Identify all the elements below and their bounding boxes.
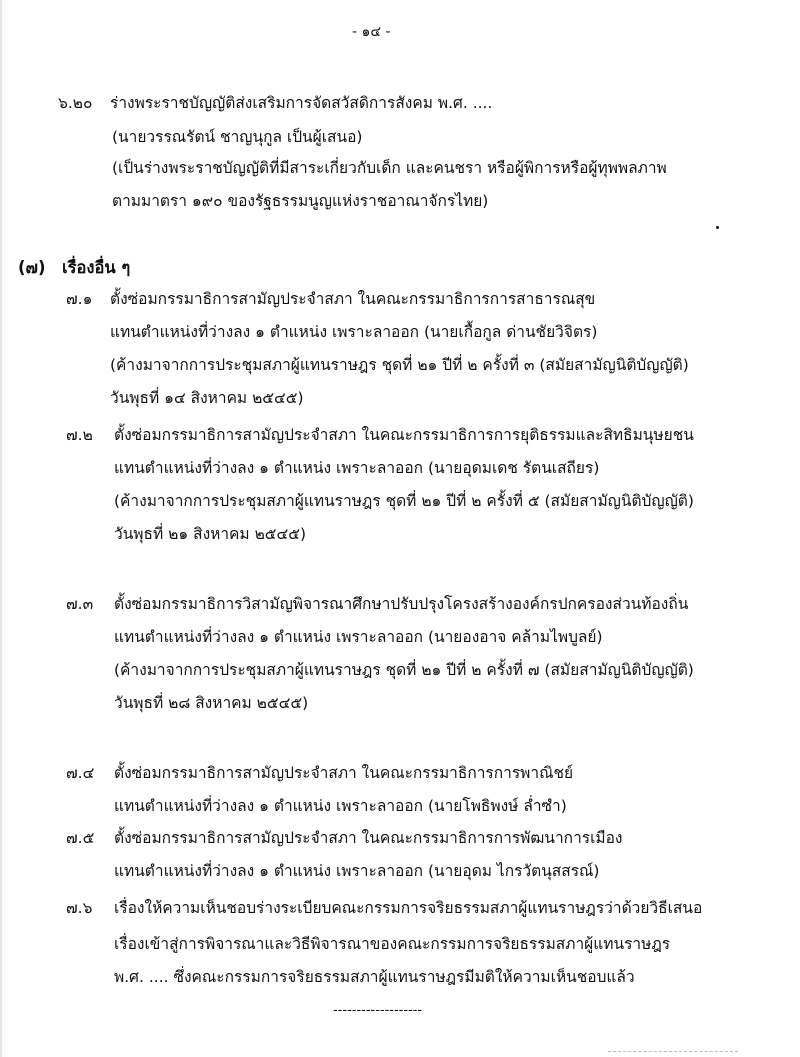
scan-artifact bbox=[608, 1051, 738, 1054]
item-line: แทนตำแหน่งที่ว่างลง ๑ ตำแหน่ง เพราะลาออก (นายโพธิพงษ์ ล่ำซำ) bbox=[114, 797, 567, 815]
item-proposer: (นายวรรณรัตน์ ชาญนุกูล เป็นผู้เสนอ) bbox=[112, 128, 363, 146]
item-line: เรื่องเข้าสู่การพิจารณาและวิธีพิจารณาของคณะกรรมการจริยธรรมสภาผู้แทนราษฎร bbox=[114, 935, 671, 953]
item-line: แทนตำแหน่งที่ว่างลง ๑ ตำแหน่ง เพราะลาออก (นายเกื้อกูล ด่านชัยวิจิตร) bbox=[110, 323, 598, 341]
item-line: วันพุธที่ ๑๔ สิงหาคม ๒๕๔๕) bbox=[110, 389, 304, 407]
item-line: ตั้งซ่อมกรรมาธิการสามัญประจำสภา ในคณะกรรมาธิการการพัฒนาการเมือง bbox=[114, 829, 623, 847]
scan-edge bbox=[0, 0, 2, 1057]
item-line: แทนตำแหน่งที่ว่างลง ๑ ตำแหน่ง เพราะลาออก (นายอุดมเดช รัตนเสถียร) bbox=[114, 459, 600, 477]
item-title: ร่างพระราชบัญญัติส่งเสริมการจัดสวัสดิการสังคม พ.ศ. .... bbox=[110, 94, 493, 112]
item-line: (ค้างมาจากการประชุมสภาผู้แทนราษฎร ชุดที่ ๒๑ ปีที่ ๒ ครั้งที่ ๗ (สมัยสามัญนิติบัญญัติ) bbox=[114, 661, 694, 679]
item-number: ๗.๑ bbox=[66, 290, 93, 308]
end-rule: ------------------- bbox=[333, 1003, 423, 1018]
item-line: ตั้งซ่อมกรรมาธิการสามัญประจำสภา ในคณะกรรมาธิการการยุติธรรมและสิทธิมนุษยชน bbox=[114, 426, 694, 444]
item-number: ๖.๒๐ bbox=[58, 94, 93, 112]
item-number: ๗.๕ bbox=[66, 829, 95, 847]
item-line: แทนตำแหน่งที่ว่างลง ๑ ตำแหน่ง เพราะลาออก (นายอุดม ไกรวัตนุสสรณ์) bbox=[114, 862, 600, 880]
item-number: ๗.๔ bbox=[66, 764, 95, 782]
item-number: ๗.๒ bbox=[66, 426, 93, 444]
item-line: วันพุธที่ ๒๘ สิงหาคม ๒๕๔๕) bbox=[114, 694, 309, 712]
item-number: ๗.๖ bbox=[66, 899, 93, 917]
item-line: วันพุธที่ ๒๑ สิงหาคม ๒๕๔๕) bbox=[114, 525, 307, 543]
section-number: (๗) bbox=[18, 258, 46, 277]
item-line: แทนตำแหน่งที่ว่างลง ๑ ตำแหน่ง เพราะลาออก (นายองอาจ คล้ามไพบูลย์) bbox=[114, 628, 603, 646]
item-line: ตั้งซ่อมกรรมาธิการสามัญประจำสภา ในคณะกรรมาธิการการพาณิชย์ bbox=[114, 764, 574, 782]
page-number: - ๑๔ - bbox=[352, 24, 391, 40]
item-number: ๗.๓ bbox=[66, 595, 94, 613]
item-line: (ค้างมาจากการประชุมสภาผู้แทนราษฎร ชุดที่ ๒๑ ปีที่ ๒ ครั้งที่ ๕ (สมัยสามัญนิติบัญญัติ) bbox=[114, 492, 694, 510]
item-line: พ.ศ. .... ซึ่งคณะกรรมการจริยธรรมสภาผู้แทนราษฎรมีมติให้ความเห็นชอบแล้ว bbox=[114, 968, 635, 986]
item-line: ตั้งซ่อมกรรมาธิการวิสามัญพิจารณาศึกษาปรับปรุงโครงสร้างองค์กรปกครองส่วนท้องถิ่น bbox=[114, 595, 689, 613]
item-note-line: ตามมาตรา ๑๙๐ ของรัฐธรรมนูญแห่งราชอาณาจักรไทย) bbox=[112, 192, 489, 210]
item-line: ตั้งซ่อมกรรมาธิการสามัญประจำสภา ในคณะกรรมาธิการการสาธารณสุข bbox=[110, 290, 596, 308]
item-line: เรื่องให้ความเห็นชอบร่างระเบียบคณะกรรมการจริยธรรมสภาผู้แทนราษฎรว่าด้วยวิธีเสนอ bbox=[114, 899, 703, 917]
stray-dot bbox=[716, 226, 719, 229]
item-note-line: (เป็นร่างพระราชบัญญัติที่มีสาระเกี่ยวกับเด็ก และคนชรา หรือผู้พิการหรือผู้ทุพพลภาพ bbox=[112, 159, 667, 177]
item-line: (ค้างมาจากการประชุมสภาผู้แทนราษฎร ชุดที่ ๒๑ ปีที่ ๒ ครั้งที่ ๓ (สมัยสามัญนิติบัญญัติ) bbox=[110, 356, 689, 374]
section-title: เรื่องอื่น ๆ bbox=[62, 258, 131, 277]
